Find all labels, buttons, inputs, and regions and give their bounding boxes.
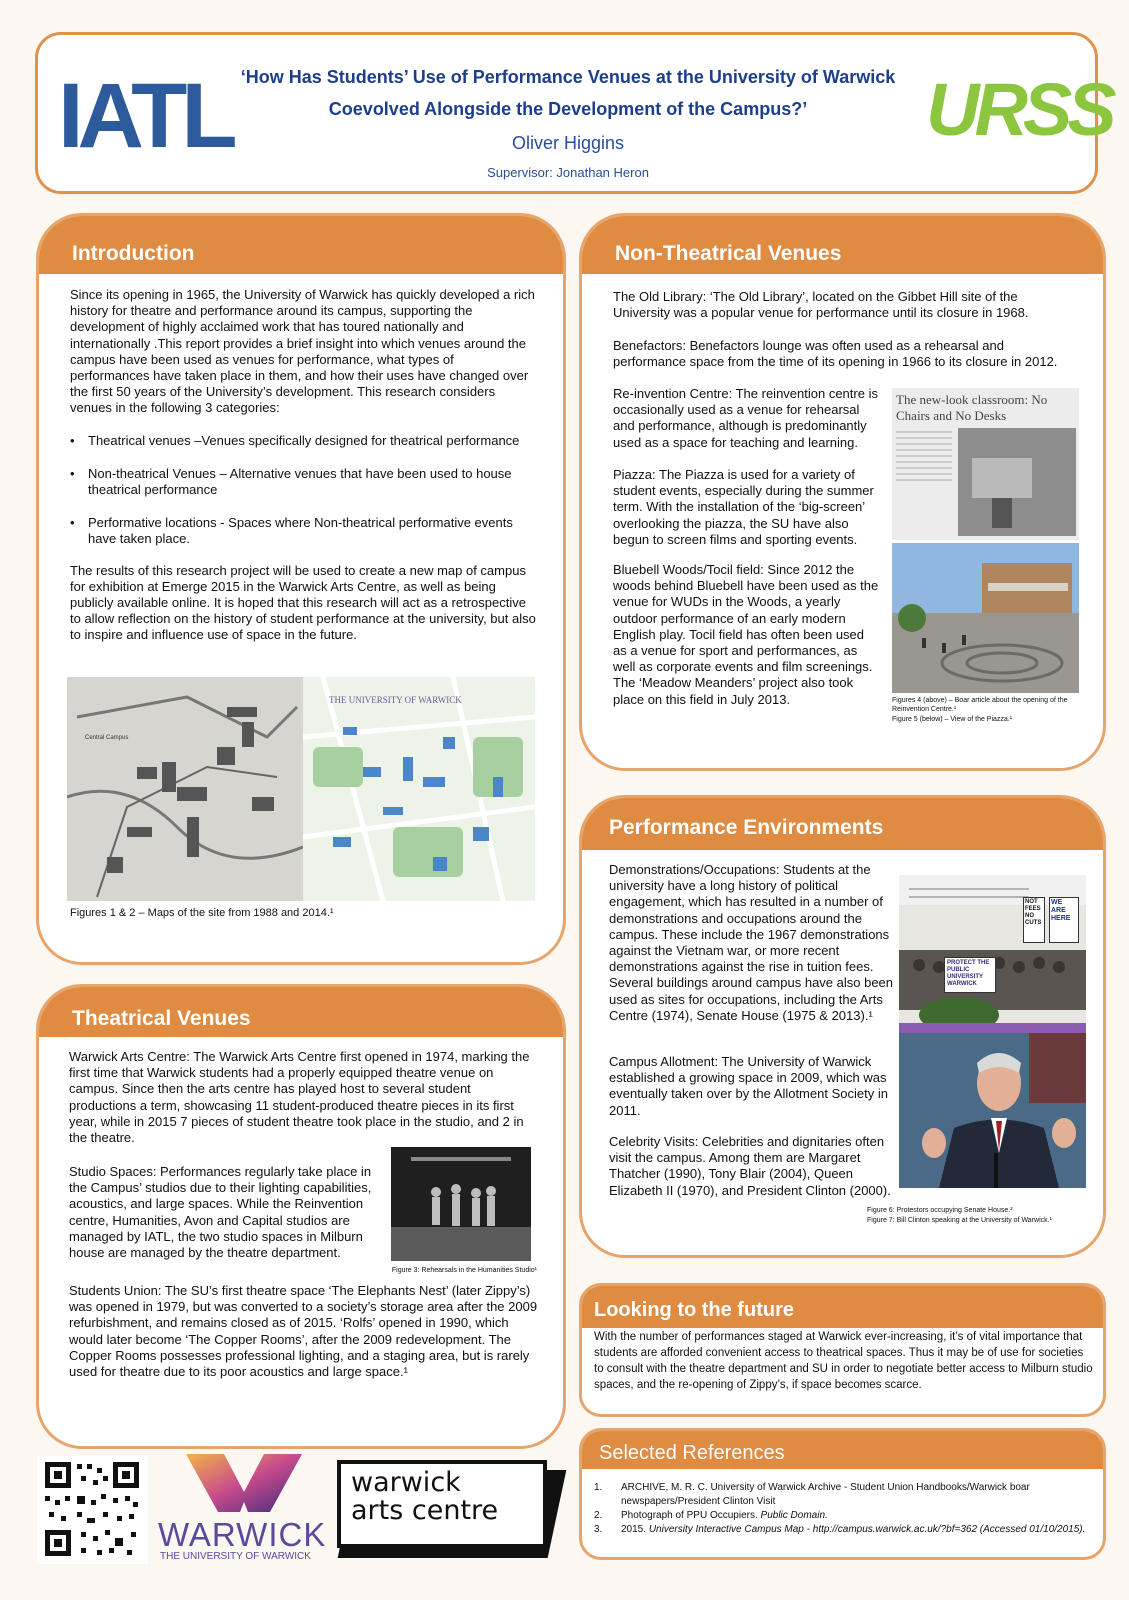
rehearsal-image [391,1147,531,1261]
old-library-text: The Old Library: ‘The Old Library’, located on the Gibbet Hill site of the University was a popular venue for performance until its closure in 1968. [613,289,1029,321]
article-headline: The new-look classroom: No Chairs and No Desks [896,392,1048,423]
future-text: With the number of performances staged at Warwick ever-increasing, it’s of vital importance that students are afforded convenient access to theatrical spaces. Thus it may be of use for societies to consult with the theatre department and SU in order to negotiate better access to Milburn studio spaces, and the re-opening of Zippy’s, if space becomes scarce. [594,1331,1093,1391]
piazza-image [892,543,1079,693]
warwick-w-icon [158,1452,328,1514]
reinvention-text: Re-invention Centre: The reinvention centre is occasionally used as a venue for rehearsal and performance, although is predominantly used as a space for teaching and learning. [613,386,878,450]
performance-environments-heading: Performance Environments [582,798,1103,850]
reinvention-caption: Figures 4 (above) – Boar article about the opening of the Reinvention Centre.¹ [892,697,1068,713]
urss-logo: URSS [926,68,1112,151]
references-panel [579,1428,1106,1560]
protest-banner-here: WE ARE HERE [1049,897,1079,943]
theatrical-venues-heading: Theatrical Venues [39,987,563,1037]
map-1988 [67,677,303,901]
references-heading: Selected References [582,1431,1103,1469]
piazza-caption: Figure 5 (below) – View of the Piazza.¹ [892,716,1013,723]
qr-code[interactable] [37,1456,148,1564]
future-panel [579,1283,1106,1417]
introduction-panel [36,213,566,965]
protest-caption: Figure 6: Protestors occupying Senate House.² [867,1207,1013,1214]
poster-header [35,32,1112,194]
non-theatrical-heading: Non-Theatrical Venues [582,216,1103,274]
map-old-label: Central Campus [85,735,129,741]
bullet-non-theatrical: • Non-theatrical Venues – Alternative venues that have been used to house theatrical performance [70,466,536,498]
reference-item: 2. Photograph of PPU Occupiers. Public Domain. [594,1510,828,1521]
celebrity-text: Celebrity Visits: Celebrities and dignitaries often visit the campus. Among them are Margaret Thatcher (1990), Tony Blair (2004), Queen Elizabeth II (1970), and President Clinton (2000). [609,1134,891,1198]
allotment-text: Campus Allotment: The University of Warwick established a growing space in 2009, which was eventually taken over by the Allotment Society in 2011. [609,1054,888,1118]
piazza-text: Piazza: The Piazza is used for a variety of student events, especially during the summer term. With the installation of the ‘big-screen’ overlooking the piazza, the SU have also begun to screen films and sporting events. [613,467,874,547]
warwick-arts-centre-logo [337,1460,560,1560]
bluebell-text: Bluebell Woods/Tocil field: Since 2012 the woods behind Bluebell have been used as the venue for WUDs in the Woods, a yearly outdoor performance of an early modern English play. Tocil field has often been used as a venue for sport and performances, as well as corporate events and film screenings. The ‘Meadow Meanders’ project also took place on this field in July 2013. [613,562,879,707]
iatl-logo: IATL [58,65,232,167]
arts-centre-line2: arts centre [351,1495,499,1526]
reference-item: 1. ARCHIVE, M. R. C. University of Warwick Archive - Student Union Handbooks/Warwick boar newspapers/President Clinton Visit [594,1482,1030,1507]
warwick-logo [158,1452,328,1562]
poster-title-line2: Coevolved Alongside the Development of the Campus?’ [328,99,808,119]
studio-spaces-text: Studio Spaces: Performances regularly take place in the Campus’ studios due to their lighting capabilities, acoustics, and large spaces. While the Reinvention centre, Humanities, Avon and Capital studios are managed by IATL, the two studio spaces in Milburn house are managed by the theatre department. [69,1164,372,1261]
demonstrations-text: Demonstrations/Occupations: Students at the university have a long history of political engagement, which has resulted in a number of demonstrations and occupations around the campus. These include the 1967 demonstrations against the Vietnam war, or more recent demonstrations against the rise in tuition fees. Several buildings around campus have also been used as sites for occupations, including the Arts Centre (1974), Senate House (1975 & 2013).¹ [609,862,894,1023]
benefactors-text: Benefactors: Benefactors lounge was often used as a rehearsal and performance space from the time of its opening in 1966 to its closure in 2012. [613,338,1058,370]
protest-banner-fees: NOT FEES NO CUTS [1023,897,1045,943]
introduction-para2: The results of this research project will be used to create a new map of campus for exhibition at Emerge 2015 in the Warwick Arts Centre, as well as being publicly available online. It is hoped that this research will act as a retrospective to allow reflection on the history of student performance at the university, but also to inspire and influence use of space in the future. [70,562,536,643]
theatrical-venues-panel [36,984,566,1449]
future-heading: Looking to the future [582,1286,1103,1328]
author: Oliver Higgins [511,133,625,153]
map-2014 [303,677,535,901]
reference-item: 3. 2015. University Interactive Campus Map - http://campus.warwick.ac.uk/?bf=362 (Accessed 01/10/2015). [594,1524,1086,1535]
clinton-caption: Figure 7: Bill Clinton speaking at the University of Warwick.¹ [867,1217,1052,1224]
bullet-performative: • Performative locations - Spaces where Non-theatrical performative events have taken place. [70,515,536,547]
introduction-para1: Since its opening in 1965, the University of Warwick has quickly developed a rich history for theatre and performance around its campus, supporting the development of highly acclaimed work that has toured nationally and internationally .This report provides a brief insight into which venues around the campus have been used as venues for performance, what types of performances have taken place in them, and how their uses have changed over the first 50 years of the University’s development. This research considers venues in the following 3 categories: [70,287,535,416]
boar-article-image [892,388,1079,540]
non-theatrical-panel [579,213,1106,771]
warwick-subtitle: THE UNIVERSITY OF WARWICK [160,1551,311,1562]
maps-caption: Figures 1 & 2 – Maps of the site from 1988 and 2014.¹ [70,907,334,919]
bullet-theatrical: • Theatrical venues –Venues specifically designed for theatrical performance [70,433,536,449]
students-union-text: Students Union: The SU’s first theatre space ‘The Elephants Nest’ (later Zippy’s) was opened in 1979, but was converted to a society’s storage area after the 2009 refurbishment, and remains closed as of 2015. ‘Rolfs’ opened in 1990, which would later become ‘The Copper Rooms’, after the 2009 redevelopment. The Copper Rooms possesses professional lighting, and a staging area, but is rarely used for theatre due to its poor acoustics and large space.¹ [69,1283,538,1380]
map-new-label: THE UNIVERSITY OF WARWICK [329,695,462,705]
protest-banner-main: PROTECT THE PUBLIC UNIVERSITY WARWICK [944,957,996,993]
arts-centre-text: Warwick Arts Centre: The Warwick Arts Centre first opened in 1974, marking the first time that Warwick students had a properly equipped theatre venue on campus. Since then the arts centre has played host to several student productions a term, showcasing 11 student-produced theatre pieces in its first year, while in 2015 7 pieces of student theatre took place in the studio, and 2 in the theatre. [69,1049,530,1146]
performance-environments-panel [579,795,1106,1258]
poster-title-line1: ‘How Has Students’ Use of Performance Venues at the University of Warwick [240,67,896,87]
senate-house-protest-image [899,875,1086,1033]
clinton-image [899,1033,1086,1188]
warwick-wordmark: WARWICK [158,1516,327,1553]
arts-centre-line1: warwick [351,1467,461,1498]
rehearsal-caption: Figure 3: Rehearsals in the Humanities Studio¹ [391,1267,537,1274]
introduction-heading: Introduction [39,216,563,274]
supervisor: Supervisor: Jonathan Heron [487,165,649,180]
